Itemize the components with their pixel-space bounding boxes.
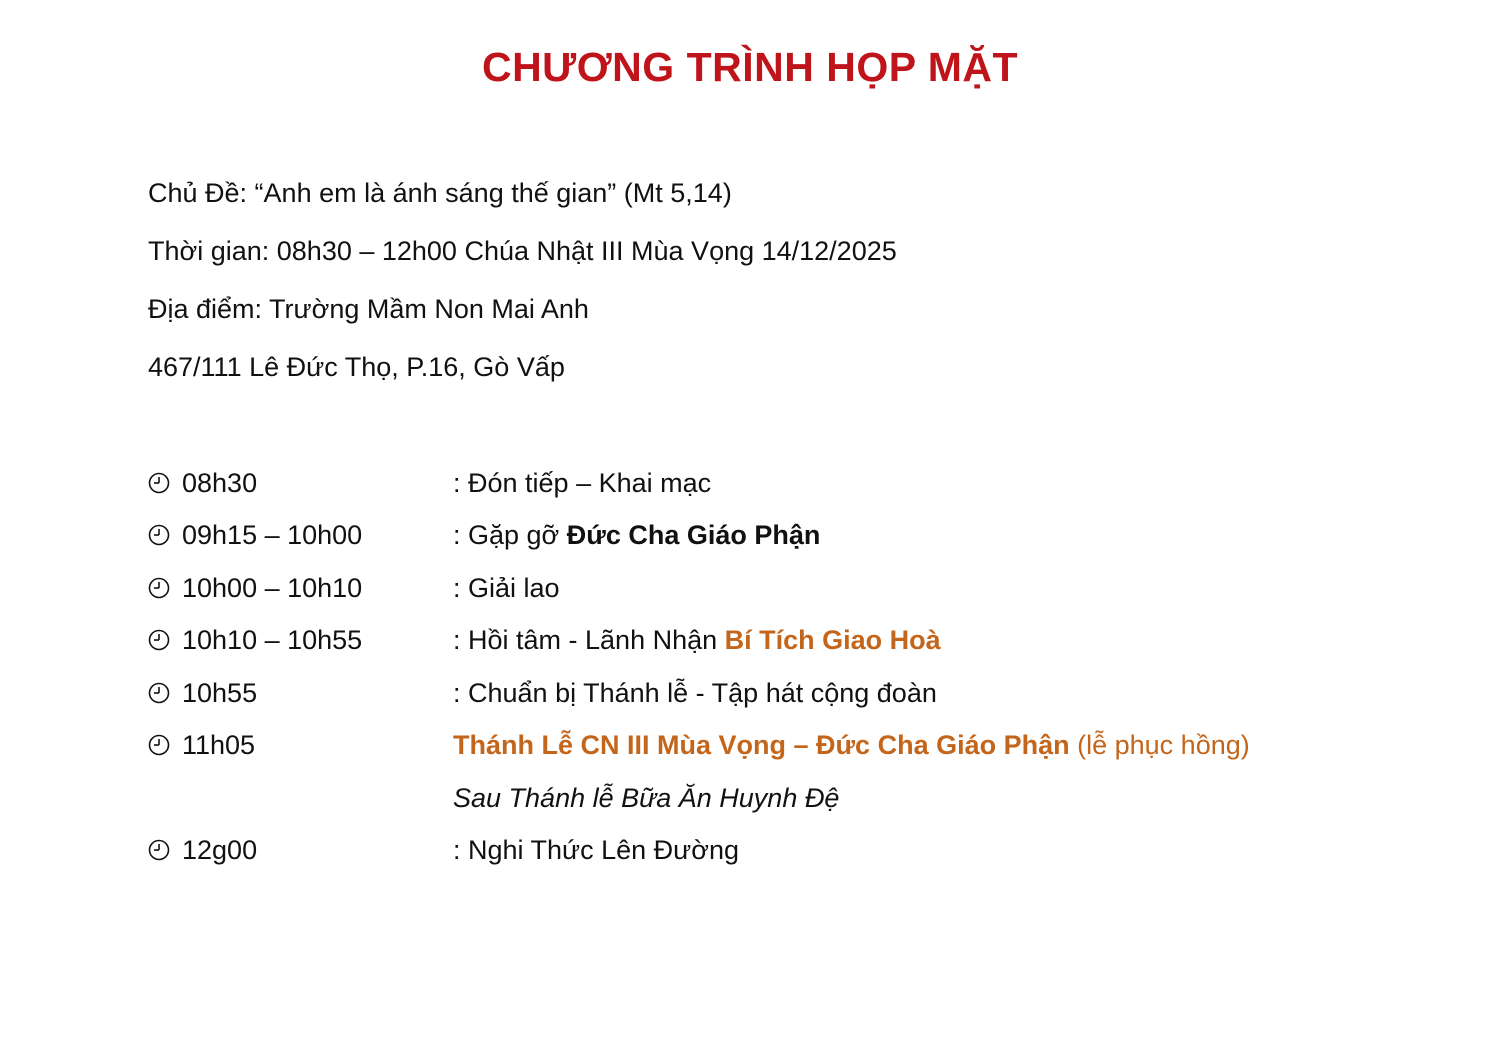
desc-text: : Hồi tâm - Lãnh Nhận [453,625,725,655]
address-line: 467/111 Lê Đức Thọ, P.16, Gò Vấp [148,352,565,382]
clock-icon [148,466,172,500]
clock-icon [148,676,172,710]
time-label: 11h05 [182,730,256,760]
desc-highlight-text: Thánh Lễ CN III Mùa Vọng – Đức Cha Giáo Phận [453,730,1070,760]
schedule-desc [453,728,1250,762]
desc-highlight-text: Bí Tích Giao Hoà [724,625,941,655]
schedule-time [148,728,255,762]
clock-icon [148,518,172,552]
time-label: 10h00 – 10h10 [182,573,363,603]
venue-line: Địa điểm: Trường Mầm Non Mai Anh [148,294,589,324]
time-line: Thời gian: 08h30 – 12h00 Chúa Nhật III Mùa Vọng 14/12/2025 [148,236,897,266]
schedule-desc [453,676,937,710]
schedule-time [148,833,257,867]
schedule-desc [453,833,739,867]
clock-icon [148,571,172,605]
schedule-time [148,466,257,500]
schedule-desc [453,466,711,500]
time-label: 08h30 [182,468,258,498]
time-label: 10h10 – 10h55 [182,625,363,655]
schedule-time [148,676,257,710]
clock-icon [148,833,172,867]
schedule-time [148,518,362,552]
desc-italic-text: Sau Thánh lễ Bữa Ăn Huynh Đệ [453,783,840,813]
desc-text: : Đón tiếp – Khai mạc [453,468,712,498]
time-label: 12g00 [182,835,258,865]
schedule-time [148,623,362,657]
schedule-desc [453,623,941,657]
desc-bold-text: Đức Cha Giáo Phận [566,520,821,550]
theme-line: Chủ Đề: “Anh em là ánh sáng thế gian” (Mt 5,14) [148,178,732,208]
schedule-time [148,571,362,605]
desc-note-text: (lễ phục hồng) [1069,730,1250,760]
time-label: 10h55 [182,678,258,708]
clock-icon [148,623,172,657]
desc-text: : Nghi Thức Lên Đường [453,835,739,865]
page-title: CHƯƠNG TRÌNH HỌP MẶT [481,44,1019,90]
desc-text: : Gặp gỡ [453,520,567,550]
desc-text: : Chuẩn bị Thánh lễ - Tập hát cộng đoàn [453,678,937,708]
schedule-desc [453,571,560,605]
desc-text: : Giải lao [453,573,560,603]
schedule-desc [453,781,839,815]
schedule-desc [453,518,820,552]
clock-icon [148,728,172,762]
time-label: 09h15 – 10h00 [182,520,363,550]
